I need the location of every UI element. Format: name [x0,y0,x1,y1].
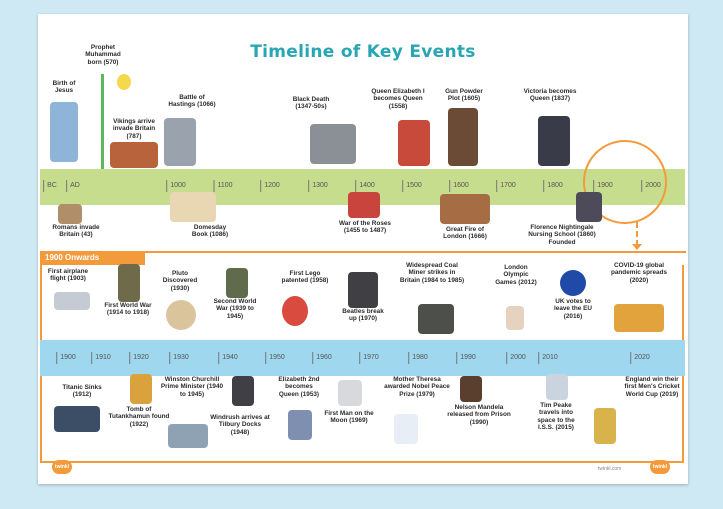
tick: 1600 [453,182,469,189]
tick: 1700 [500,182,516,189]
tick: 1100 [217,182,233,189]
event-label: First Man on the Moon (1969) [324,410,374,425]
tick: 1000 [170,182,186,189]
rat-picture [310,124,356,164]
domesday-book-picture [170,192,216,222]
event-label: Gun Powder Plot (1605) [445,88,483,103]
airplane-picture [54,292,90,310]
miners-picture [418,304,454,334]
eu-flag-icon [560,270,586,296]
event-label: Widespread Coal Miner strikes in Britain (1984 to 1985) [399,262,465,284]
tick: 2000 [510,354,526,361]
event-label: Florence Nightingale Nursing School (1860) Founded [528,224,596,246]
arrow-head-icon [632,244,642,250]
event-label: First World War (1914 to 1918) [104,302,152,317]
olympics-picture [506,306,524,330]
tick: 1900 [597,182,613,189]
bottom-timeline-band [40,340,685,376]
zoom-arrow [636,222,639,246]
tick: 1930 [173,354,189,361]
windrush-ship-picture [168,424,208,448]
mary-jesus-picture [50,102,78,162]
ad-divider-line [101,74,104,174]
tick: 2000 [645,182,661,189]
tick: 1920 [133,354,149,361]
tick: 1200 [264,182,280,189]
crescent-icon [117,74,131,90]
lego-picture [282,296,308,326]
queen-elizabeth-2-picture [288,410,312,440]
ww2-soldier-picture [226,268,248,298]
tick: 2010 [542,354,558,361]
tick: 2020 [634,354,650,361]
queen-victoria-picture [538,116,570,166]
event-label: Beatles break up (1970) [342,308,384,323]
event-label: UK votes to leave the EU (2016) [553,298,592,320]
covid-family-picture [614,304,664,332]
event-label: Elizabeth 2nd becomes Queen (1953) [278,376,320,398]
event-label: Prophet Muhammad born (570) [85,44,121,66]
rose-picture [348,192,380,218]
tick: BC [47,182,57,189]
tim-peake-picture [546,374,568,400]
twinkl-logo: twinkl [650,460,670,474]
event-label: First airplane flight (1903) [47,268,89,283]
tick: AD [70,182,80,189]
great-fire-picture [440,194,490,224]
poster-title: Timeline of Key Events [250,42,476,62]
timeline-poster [38,14,688,484]
footer-url: twinkl.com [598,466,622,472]
event-label: Second World War (1939 to 1945) [213,298,257,320]
event-label: Great Fire of London (1666) [443,226,487,241]
event-label: First Lego patented (1958) [281,270,329,285]
queen-elizabeth-picture [398,120,430,166]
tick: 1990 [460,354,476,361]
titanic-picture [54,406,100,432]
tick: 1940 [222,354,238,361]
cricket-trophy-picture [594,408,616,444]
event-label: Mother Theresa awarded Nobel Peace Prize (1979) [384,376,450,398]
twinkl-logo: twinkl [52,460,72,474]
event-label: Windrush arrives at Tilbury Docks (1948) [210,414,270,436]
knight-picture [164,118,196,166]
event-label: Pluto Discovered (1930) [162,270,198,292]
roman-soldier-picture [58,204,82,224]
tick: 1960 [316,354,332,361]
event-label: War of the Roses (1455 to 1487) [339,220,391,235]
tick: 1500 [406,182,422,189]
event-label: Victoria becomes Queen (1837) [523,88,577,103]
tick: 1910 [95,354,111,361]
event-label: Titanic Sinks (1912) [62,384,102,399]
tick: 1800 [547,182,563,189]
tick: 1950 [269,354,285,361]
viking-ship-picture [110,142,158,168]
tick: 1300 [312,182,328,189]
tick: 1970 [363,354,379,361]
event-label: Tomb of Tutankhamun found (1922) [108,406,170,428]
event-label: Black Death (1347-50s) [292,96,330,111]
mother-theresa-picture [394,414,418,444]
event-label: Domesday Book (1086) [191,224,229,239]
florence-nightingale-picture [576,192,602,222]
event-label: Winston Churchill Prime Minister (1940 to 1945) [160,376,224,398]
event-label: Nelson Mandela released from Prison (1990) [447,404,511,426]
event-label: Battle of Hastings (1066) [168,94,216,109]
astronaut-picture [338,380,362,406]
section-heading: 1900 Onwards [40,251,145,265]
tick: 1980 [412,354,428,361]
tick: 1900 [60,354,76,361]
pluto-picture [166,300,196,330]
event-label: Queen Elizabeth I becomes Queen (1558) [371,88,425,110]
guy-fawkes-picture [448,108,478,166]
event-label: London Olympic Games (2012) [495,264,537,286]
event-label: COVID-19 global pandemic spreads (2020) [610,262,668,284]
event-label: Birth of Jesus [52,80,76,95]
nelson-mandela-picture [460,376,482,402]
event-label: Romans invade Britain (43) [52,224,100,239]
beatles-picture [348,272,378,308]
event-label: England win their first Men's Cricket World Cup (2019) [624,376,680,398]
tutankhamun-mask-picture [130,374,152,404]
soldier-picture [118,264,140,302]
tick: 1400 [359,182,375,189]
event-label: Vikings arrive invade Britain (787) [112,118,156,140]
churchill-picture [232,376,254,406]
event-label: Tim Peake travels into space to the I.S.S. (2015) [537,402,575,432]
